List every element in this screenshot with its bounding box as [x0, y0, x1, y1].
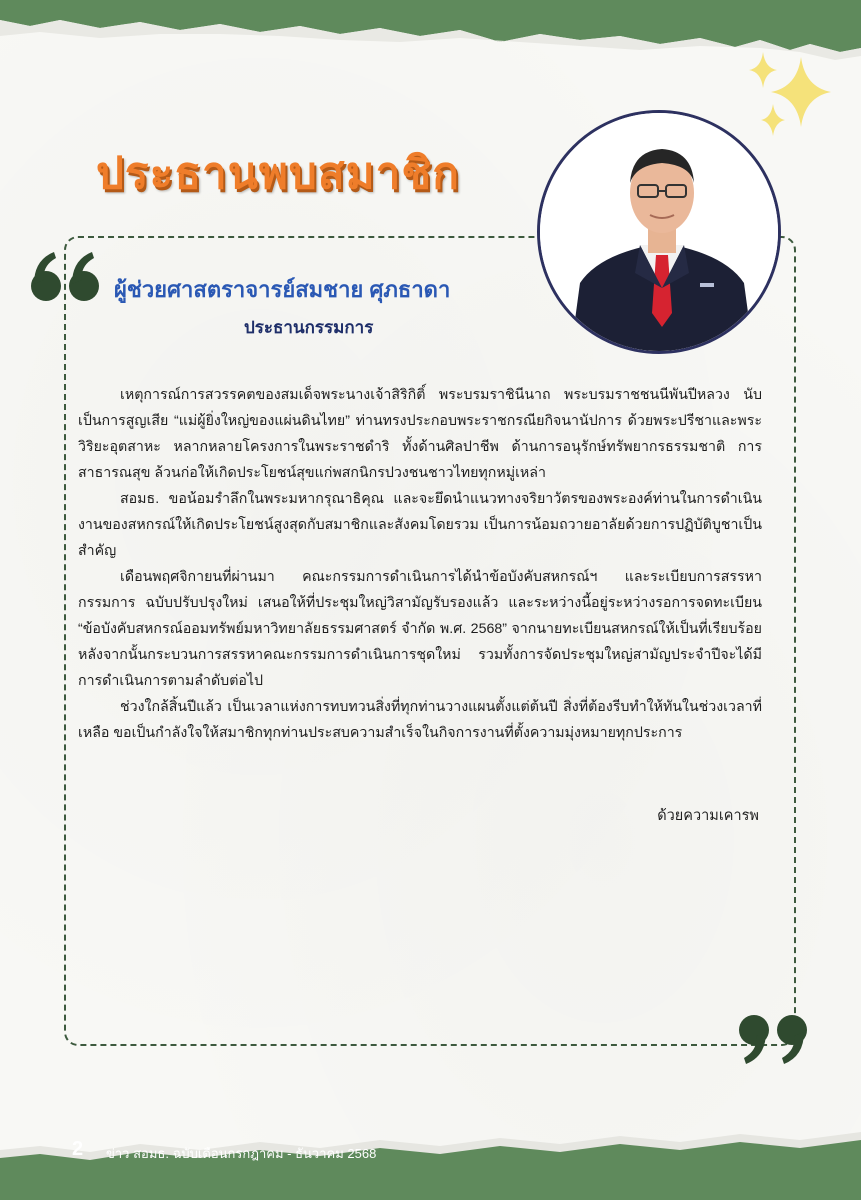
paragraph-4: ช่วงใกล้สิ้นปีแล้ว เป็นเวลาแห่งการทบทวนสิ่งที่ทุกท่านวางแผนตั้งแต่ต้นปี สิ่งที่ต้องรีบทำให้ทันในช่วงเวลาที่เหลือ ขอเป็นกำลังใจให้สมาชิกทุกท่านประสบความสำเร็จในกิจการงานที่ตั้งความมุ่งหมายทุกประการ [78, 699, 762, 741]
chairman-role: ประธานกรรมการ [244, 318, 374, 337]
sparkle-icon [741, 52, 841, 152]
chairman-portrait [537, 110, 781, 354]
publication-title: ข่าว สอมธ. ฉบับเดือนกรกฎาคม - ธันวาคม 2568 [106, 1146, 377, 1161]
torn-paper-top [0, 0, 861, 80]
close-quote-icon [732, 1012, 812, 1068]
message-body [78, 382, 762, 746]
page-title: ประธานพบสมาชิก [96, 149, 460, 198]
paragraph-1: เหตุการณ์การสวรรคตของสมเด็จพระนางเจ้าสิริกิติ์ พระบรมราชินีนาถ พระบรมราชชนนีพันปีหลวง นับเป็นการสูญเสีย “แม่ผู้ยิ่งใหญ่ของแผ่นดินไทย” ท่านทรงประกอบพระราชกรณียกิจนานัปการ ด้วยพระปรีชาและพระวิริยะอุตสาหะ หลากหลายโครงการในพระราชดำริ ทั้งด้านศิลปาชีพ ด้านการอนุรักษ์ทรัพยากรธรรมชาติ การสาธารณสุข ล้วนก่อให้เกิดประโยชน์สุขแก่พสกนิกรปวงชนชาวไทยทุกหมู่เหล่า [78, 387, 762, 481]
open-quote-icon [26, 250, 106, 306]
paragraph-3: เดือนพฤศจิกายนที่ผ่านมา คณะกรรมการดำเนินการได้นำข้อบังคับสหกรณ์ฯ และระเบียบการสรรหากรรมการ ฉบับปรับปรุงใหม่ เสนอให้ที่ประชุมใหญ่วิสามัญรับรองแล้ว และระหว่างนี้อยู่ระหว่างรอการจดทะเบียน “ข้อบังคับสหกรณ์ออมทรัพย์มหาวิทยาลัยธรรมศาสตร์ จำกัด พ.ศ. 2568” จากนายทะเบียนสหกรณ์ให้เป็นที่เรียบร้อย หลังจากนั้นกระบวนการสรรหาคณะกรรมการดำเนินการชุดใหม่ รวมทั้งการจัดประชุมใหญ่สามัญประจำปีจะได้มีการดำเนินการตามลำดับต่อไป [78, 569, 762, 689]
portrait-illustration [540, 113, 781, 354]
page-number: 2 [72, 1138, 84, 1160]
paragraph-2: สอมธ. ขอน้อมรำลึกในพระมหากรุณาธิคุณ และจะยึดนำแนวทางจริยาวัตรของพระองค์ท่านในการดำเนินงานของสหกรณ์ให้เกิดประโยชน์สูงสุดกับสมาชิกและสังคมโดยรวม เป็นการน้อมถวายอาลัยด้วยการปฏิบัติบูชาเป็นสำคัญ [78, 491, 762, 559]
chairman-name: ผู้ช่วยศาสตราจารย์สมชาย ศุภธาดา [114, 277, 451, 302]
closing-salutation: ด้วยความเคารพ [657, 808, 759, 824]
